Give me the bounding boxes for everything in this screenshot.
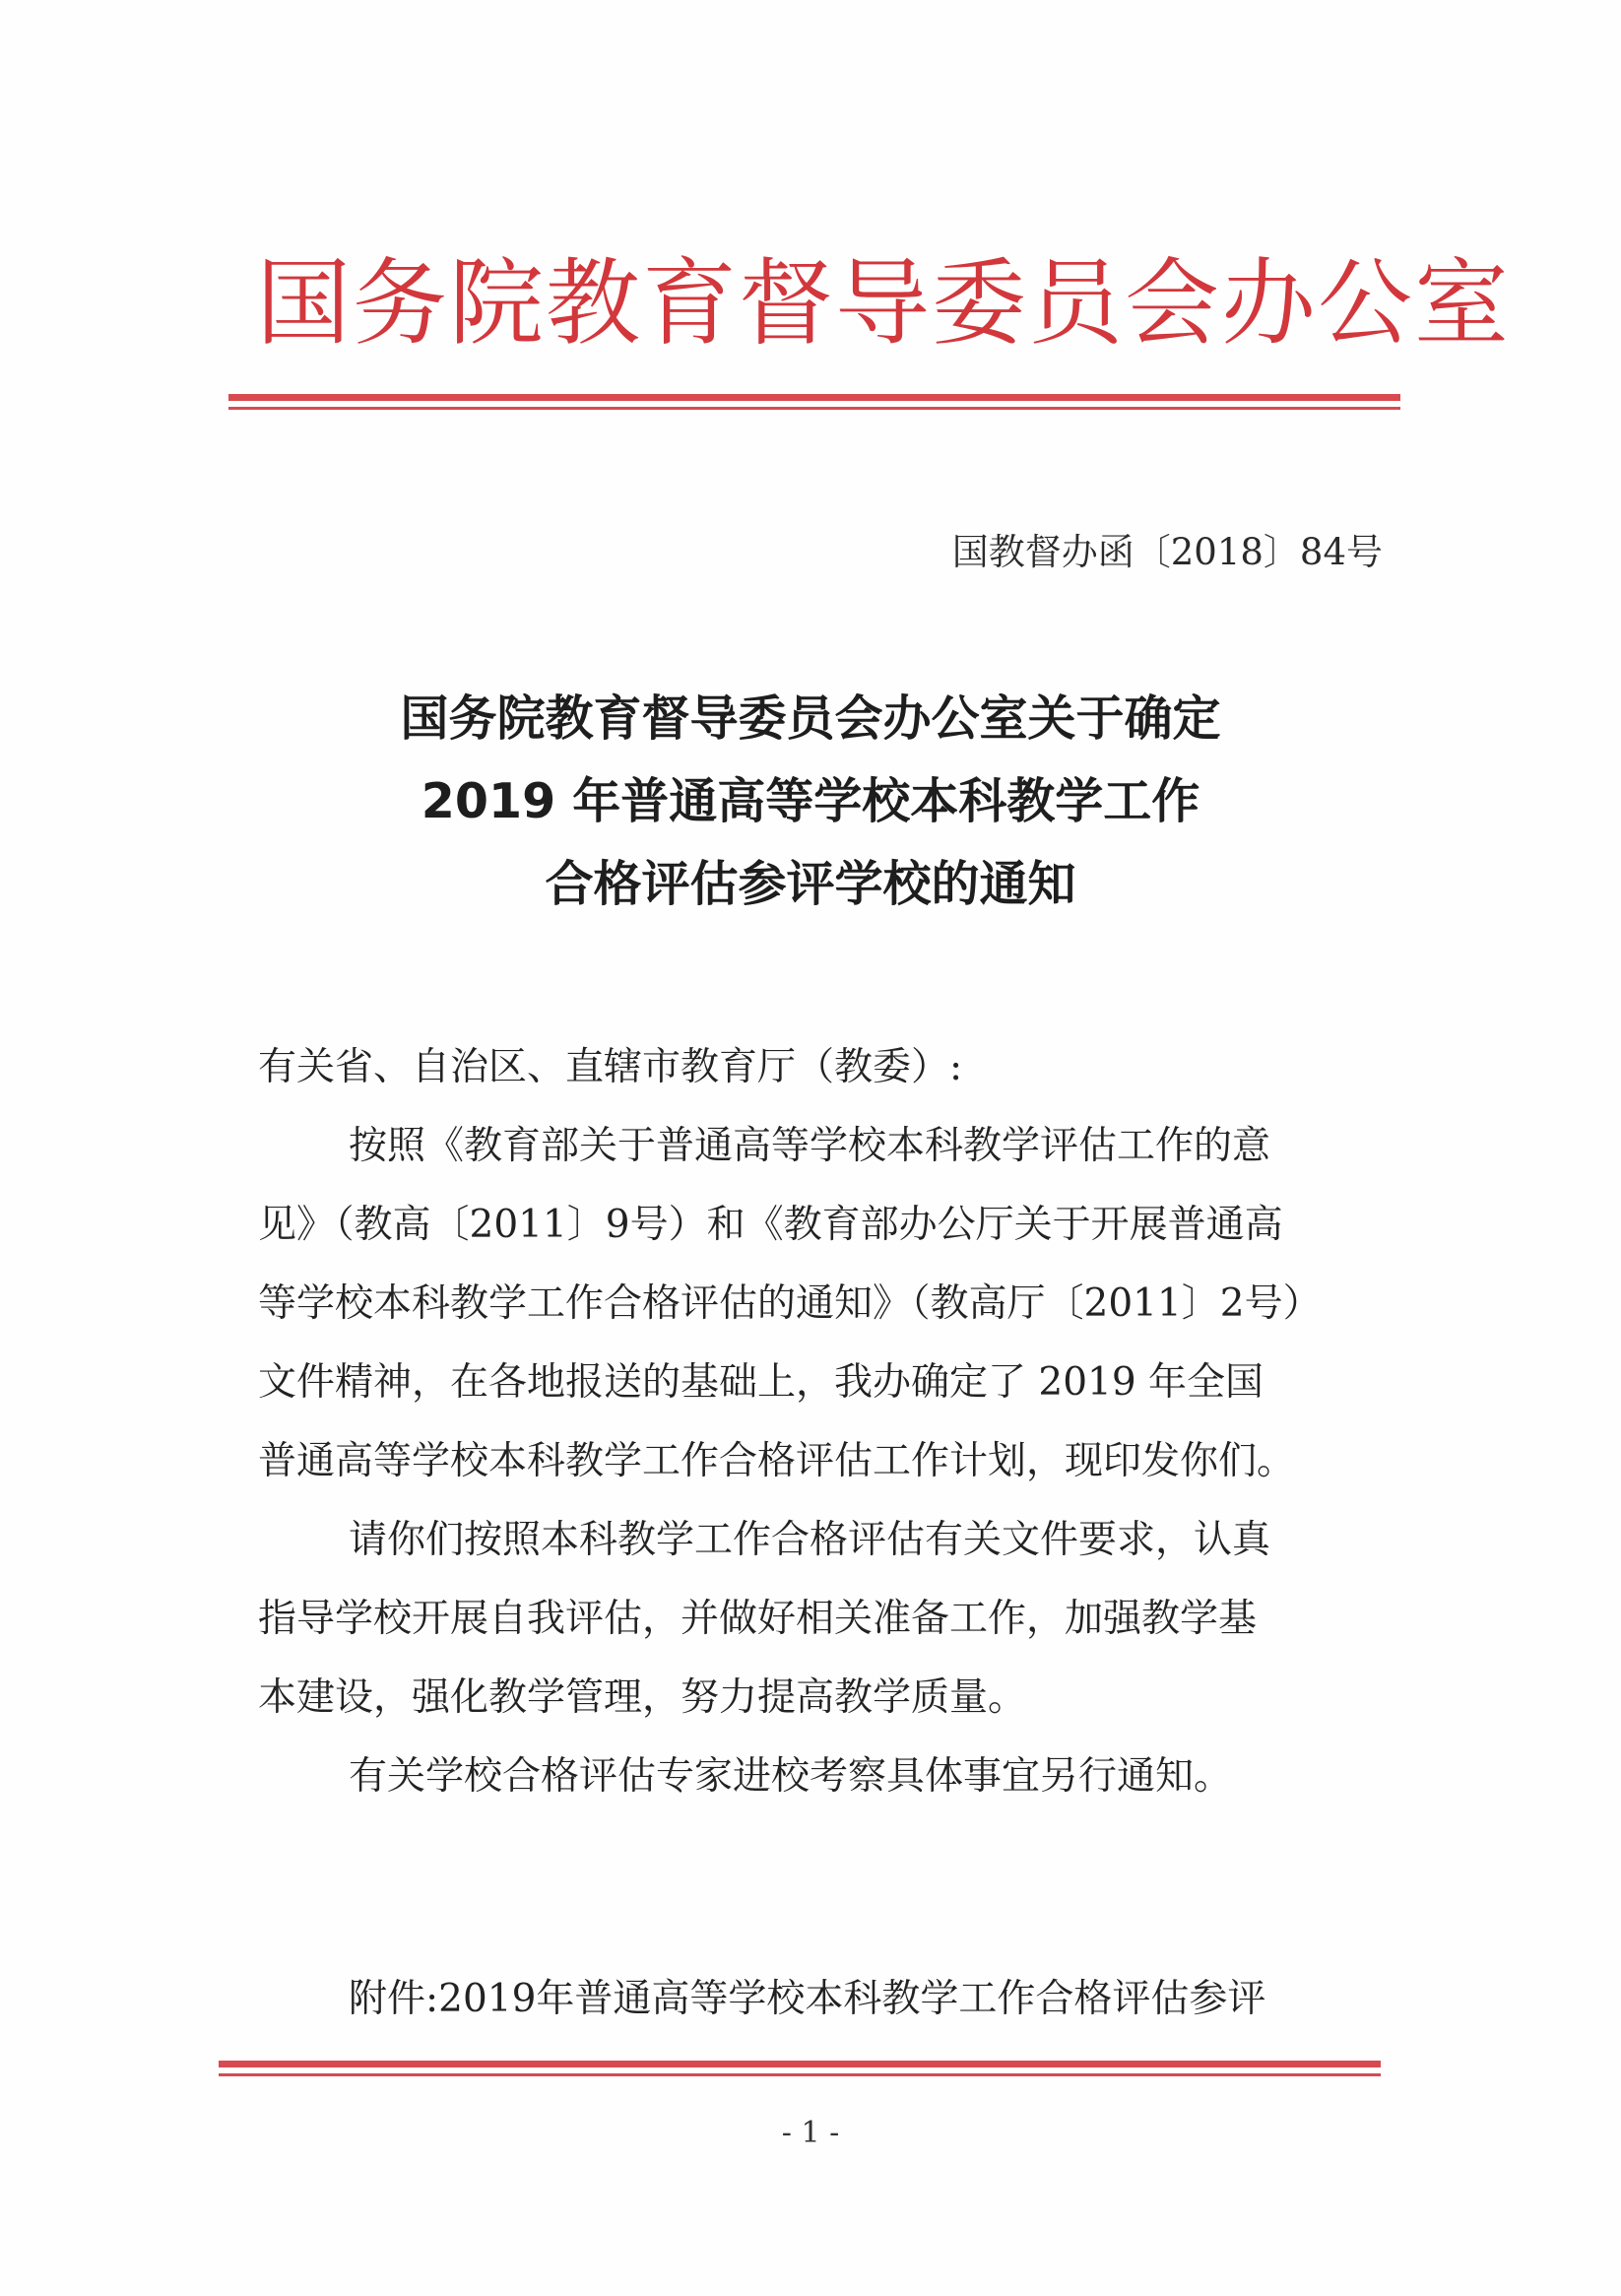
paragraph-2-line: 本建设，强化教学管理，努力提高教学质量。 [258,1675,1027,1720]
letterhead-title: 国务院教育督导委员会办公室 [256,248,1511,359]
paragraph-1-line: 等学校本科教学工作合格评估的通知》（教高厅〔2011〕2号） [258,1281,1322,1326]
document-number: 国教督办函〔2018〕84号 [951,531,1383,573]
letterhead-rule-thin [228,407,1400,410]
page-number: - 1 - [781,2116,840,2150]
paragraph-1-line: 普通高等学校本科教学工作合格评估工作计划，现印发你们。 [258,1439,1296,1483]
letterhead-rule-thick [228,394,1400,401]
title-line-2: 2019 年普通高等学校本科教学工作 [421,773,1200,829]
footer-rule-thick [219,2061,1381,2067]
addressee: 有关省、自治区、直辖市教育厅（教委）: [258,1045,963,1089]
footer-rule-thin [219,2073,1381,2076]
paragraph-2-line: 指导学校开展自我评估，并做好相关准备工作，加强教学基 [258,1597,1258,1641]
paragraph-1-line: 按照《教育部关于普通高等学校本科教学评估工作的意 [349,1124,1271,1168]
paragraph-3: 有关学校合格评估专家进校考察具体事宜另行通知。 [349,1754,1233,1799]
paragraph-2-line: 请你们按照本科教学工作合格评估有关文件要求，认真 [349,1518,1271,1562]
title-line-3: 合格评估参评学校的通知 [545,856,1076,912]
paragraph-1-line: 文件精神，在各地报送的基础上，我办确定了 2019 年全国 [258,1360,1264,1405]
title-line-1: 国务院教育督导委员会办公室关于确定 [400,690,1221,747]
attachment-line: 附件:2019年普通高等学校本科教学工作合格评估参评 [349,1977,1266,2021]
document-title [197,678,1424,926]
paragraph-1-line: 见》（教高〔2011〕9号）和《教育部办公厅关于开展普通高 [258,1203,1283,1247]
